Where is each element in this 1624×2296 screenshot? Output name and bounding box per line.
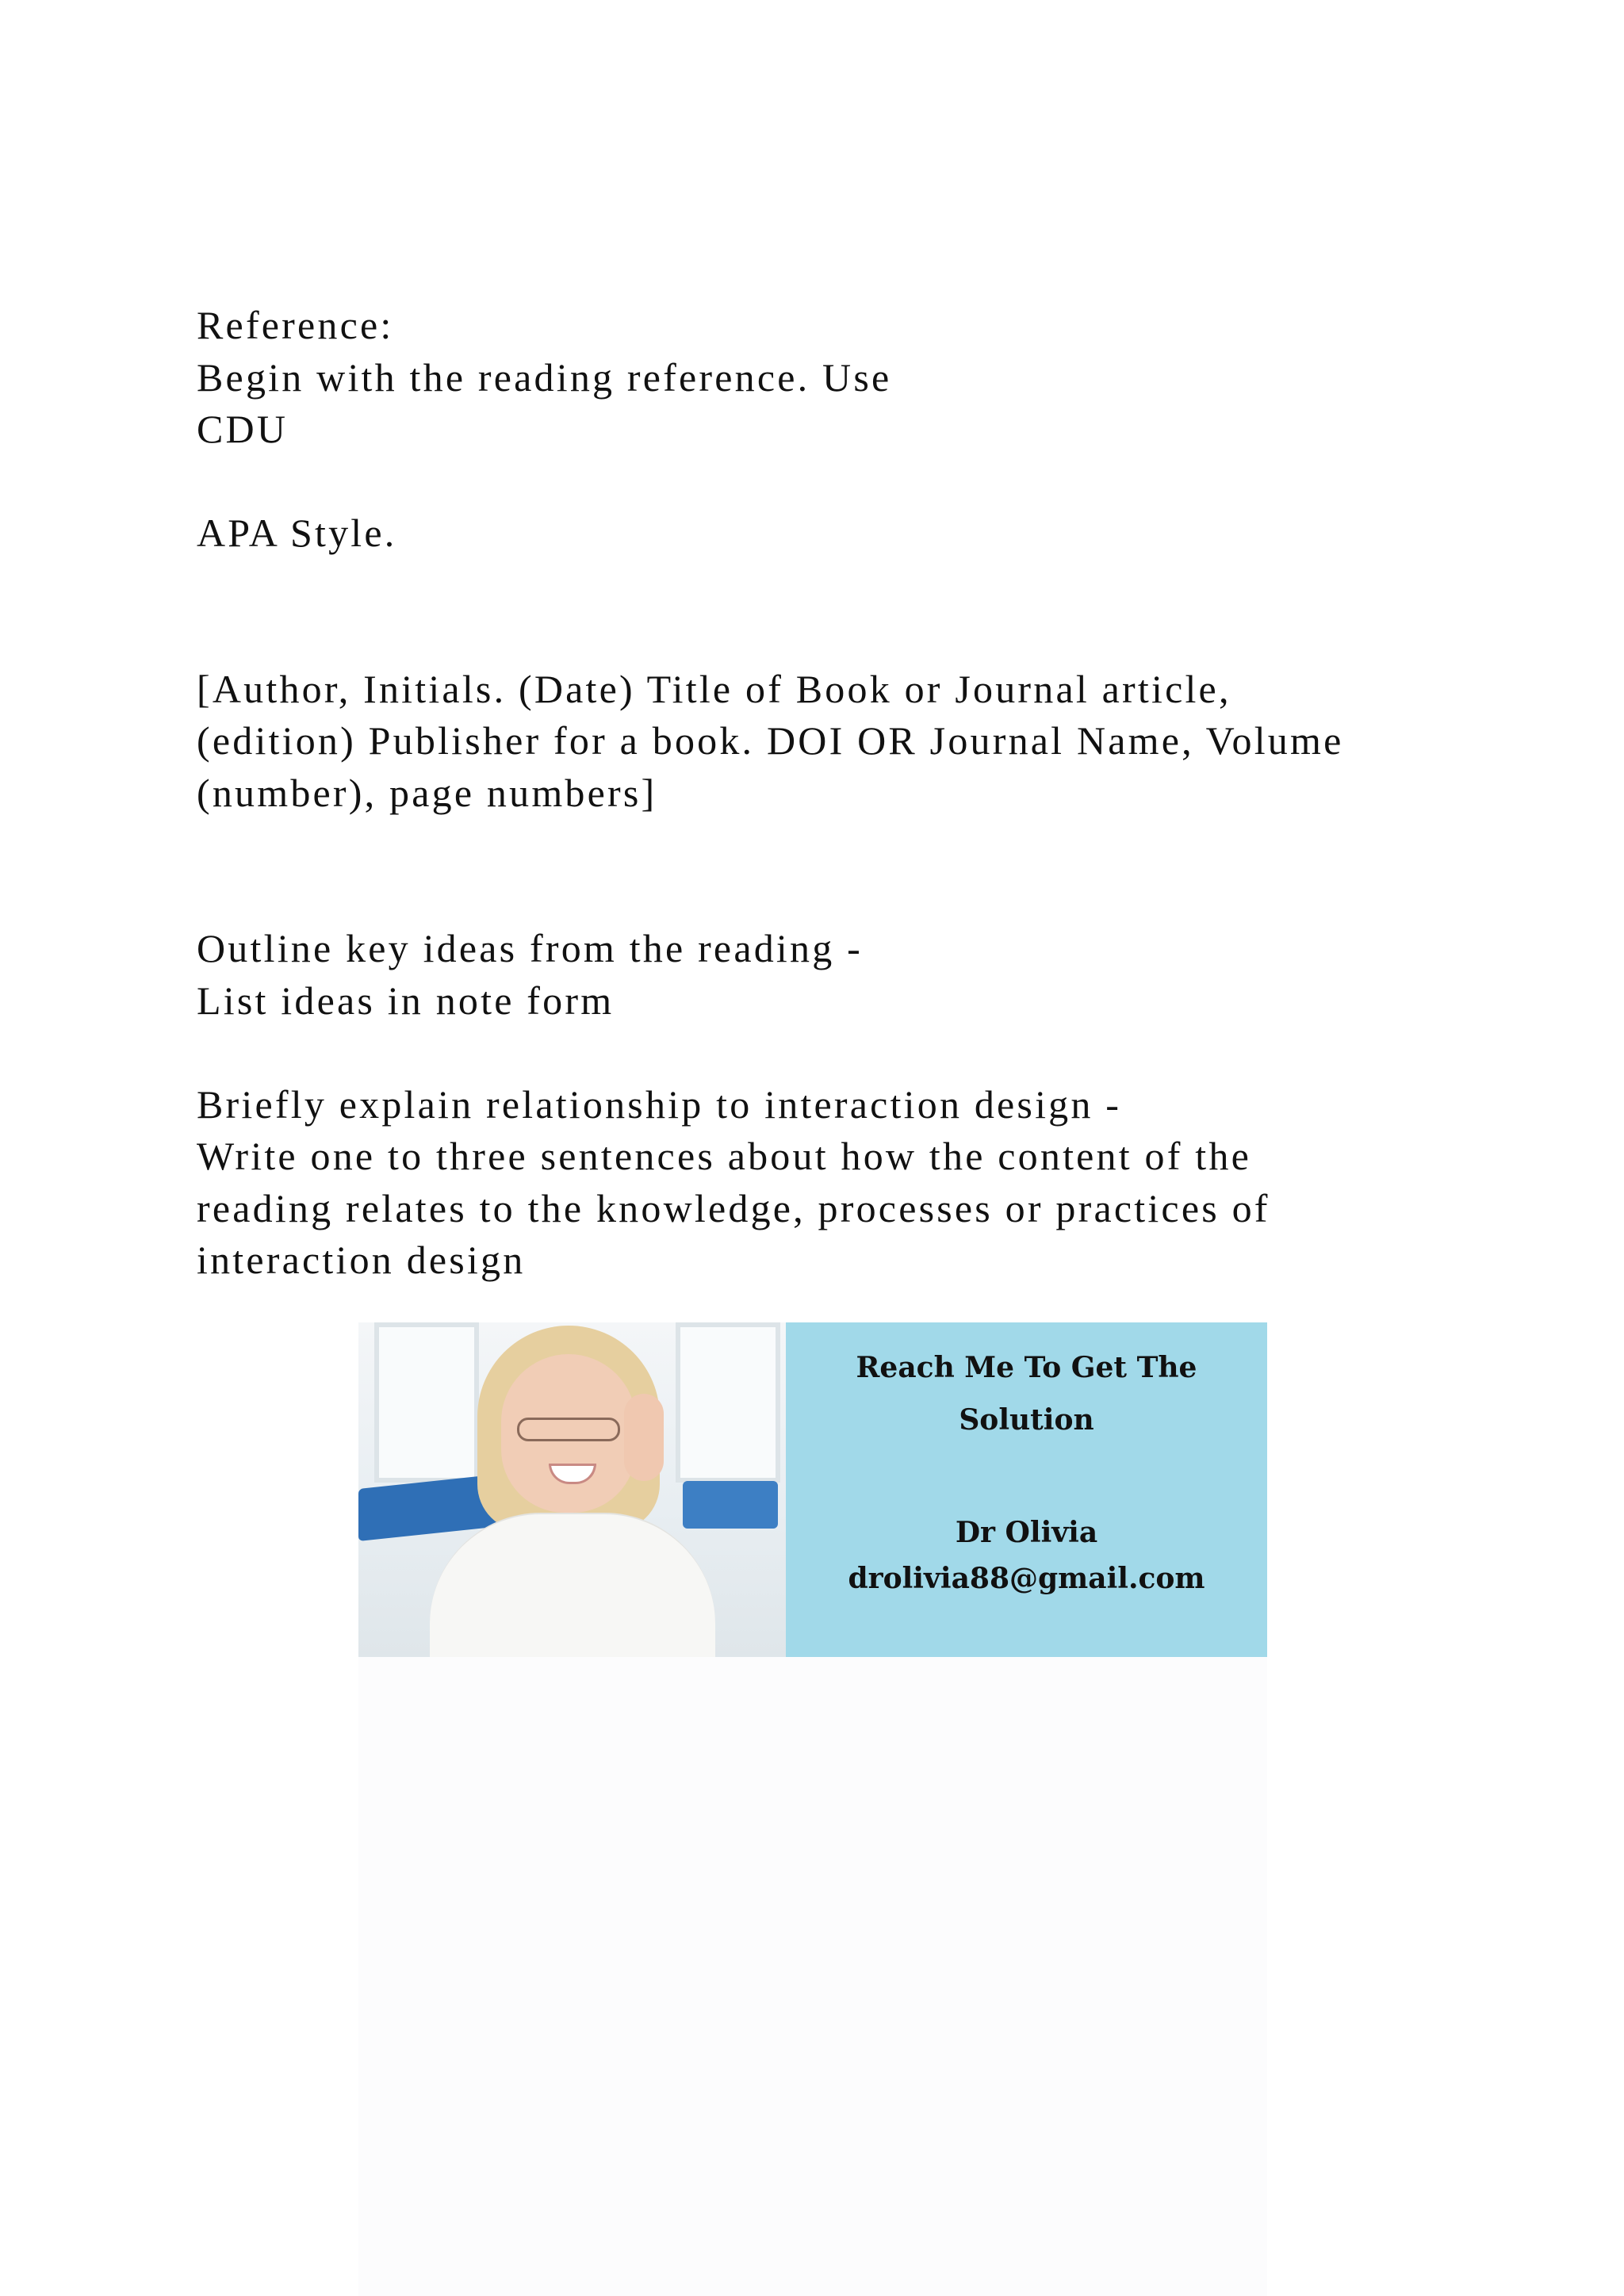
tutor-photo bbox=[358, 1322, 786, 1657]
reference-instruction: Begin with the reading reference. Use bbox=[197, 354, 892, 400]
reference-template-line: (edition) Publisher for a book. DOI OR Journal Name, Volume bbox=[197, 718, 1344, 763]
relationship-instruction-line: reading relates to the knowledge, processes or practices of bbox=[197, 1185, 1270, 1230]
contact-email: drolivia88@gmail.com bbox=[848, 1562, 1205, 1595]
relationship-instruction-line: interaction design bbox=[197, 1238, 526, 1282]
blue-chair bbox=[683, 1481, 778, 1529]
blouse bbox=[430, 1513, 715, 1657]
window-pane bbox=[374, 1322, 479, 1483]
outline-heading: Outline key ideas from the reading - bbox=[197, 926, 863, 970]
contact-panel bbox=[786, 1322, 1267, 1657]
relationship-heading: Briefly explain relationship to interaction design - bbox=[197, 1081, 1122, 1127]
banner-backdrop bbox=[358, 1657, 1267, 2296]
window-pane bbox=[676, 1322, 780, 1483]
contact-ad-banner bbox=[358, 1322, 1267, 1657]
relationship-instruction-line: Write one to three sentences about how the content of the bbox=[197, 1134, 1251, 1178]
blank-line bbox=[197, 1027, 1465, 1079]
ad-headline-line: Reach Me To Get The bbox=[856, 1351, 1197, 1384]
reference-style: APA Style. bbox=[197, 511, 397, 555]
ad-headline-line: Solution bbox=[959, 1403, 1094, 1437]
blank-line bbox=[197, 819, 1465, 923]
reference-source: CDU bbox=[197, 407, 289, 451]
document-body bbox=[197, 300, 1465, 1287]
reference-template-line: [Author, Initials. (Date) Title of Book or Journal article, bbox=[197, 666, 1231, 711]
reference-template-line: (number), page numbers] bbox=[197, 770, 657, 815]
blank-line bbox=[197, 560, 1465, 664]
outline-instruction: List ideas in note form bbox=[197, 978, 615, 1023]
blank-line bbox=[197, 456, 1465, 508]
glasses-icon bbox=[517, 1418, 620, 1441]
ad-headline bbox=[786, 1341, 1267, 1446]
hand bbox=[624, 1394, 664, 1481]
reference-heading: Reference: bbox=[197, 303, 394, 347]
contact-name: Dr Olivia bbox=[955, 1516, 1098, 1549]
